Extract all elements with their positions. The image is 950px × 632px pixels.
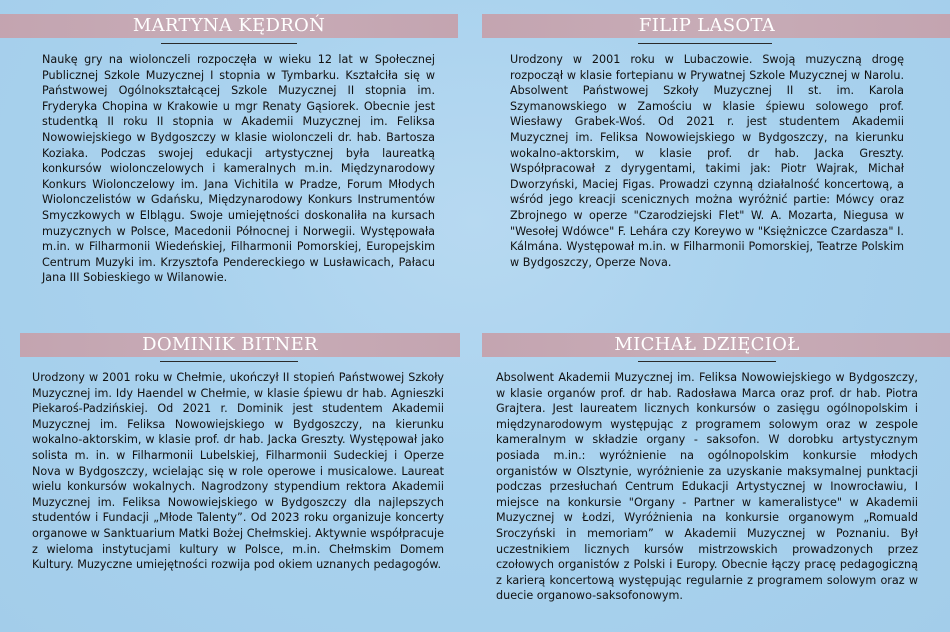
divider-martyna: [161, 43, 297, 44]
name-michal-dzieciol: MICHAŁ DZIĘCIOŁ: [614, 334, 800, 355]
bio-martyna-kedron: Naukę gry na wiolonczeli rozpoczęła w wieku 12 lat w Społecznej Publicznej Szkole Muzycznej I stopnia w Tymbarku. Kształciła się w Państwowej Ogólnokształcącej Szkole Muzycznej II stopnia im. Fryderyka Chopina w Krakowie u mgr Renaty Gąsiorek. Obecnie jest studentką II roku II stopnia w Akademii Muzycznej im. Feliksa Nowowiejskiego w Bydgoszczy w klasie wiolonczeli dr. hab. Bartosza Koziaka. Podczas swojej edukacji artystycznej była laureatką konkursów wiolonczelowych i kameralnych m.in. Międzynarodowy Konkurs Wiolonczelowy im. Jana Vichitila w Pradze, Forum Młodych Wiolonczelistów w Gdańsku, Międzynarodowy Konkurs Instrumentów Smyczkowych w Elblągu. Swoje umiejętności doskonaliła na kursach muzycznych w Polsce, Macedonii Północnej i Norwegii. Występowała m.in. w Filharmonii Wiedeńskiej, Filharmonii Pomorskiej, Europejskim Centrum Muzyki im. Krzysztofa Pendereckiego w Lusławicach, Pałacu Jana III Sobieskiego w Wilanowie.: [42, 53, 435, 285]
bio-michal-dzieciol: Absolwent Akademii Muzycznej im. Feliksa Nowowiejskiego w Bydgoszczy, w klasie organów prof. dr hab. Radosława Marca oraz prof. dr hab. Piotra Grajtera. Jest laureatem licznych konkursów o zasięgu ogólnopolskim i międzynarodowym występując z programem solowym oraz w zespole kameralnym w składzie organy - saksofon. W dorobku artystycznym posiada m.in.: wyróżnienie na ogólnopolskim konkursie młodych organistów w Olsztynie, wyróżnienie za uzyskanie maksymalnej punktacji podczas przesłuchań Centrum Edukacji Artystycznej w Inowrocławiu, I miejsce na konkursie "Organy - Partner w kameralistyce" w Akademii Muzycznej w Łodzi, Wyróżnienia na konkursie organowym „Romuald Sroczyński in memoriam” w Akademii Muzycznej w Poznaniu. Był uczestnikiem licznych kursów mistrzowskich prowadzonych przez czołowych organistów z Polski i Europy. Obecnie łączy pracę pedagogiczną z karierą koncertową występując regularnie z programem solowym oraz w duecie organowo-saksofonowym.: [496, 371, 918, 603]
bio-filip-lasota: Urodzony w 2001 roku w Lubaczowie. Swoją muzyczną drogę rozpoczął w klasie fortepianu w Prywatnej Szkole Muzycznej w Narolu. Absolwent Państwowej Szkoły Muzycznej II st. im. Karola Szymanowskiego w Zamościu w klasie śpiewu solowego prof. Wiesławy Grabek-Woś. Od 2021 r. jest studentem Akademii Muzycznej im. Feliksa Nowowiejskiego w Bydgoszczy, na kierunku wokalno-aktorskim, w klasie prof. dr hab. Jacka Greszty. Współpracował z dyrygentami, takimi jak: Piotr Wajrak, Michał Dworzyński, Maciej Figas. Prowadzi czynną działalność koncertową, a wśród jego kreacji scenicznych można wyróżnić partie: Mówcy oraz Zbrojnego w operze "Czarodziejski Flet" W. A. Mozarta, Niegusa w "Wesołej Wdówce" F. Lehára czy Koreywo w "Księżniczce Czardasza" I. Kálmána. Występował m.in. w Filharmonii Pomorskiej, Teatrze Polskim w Bydgoszczy, Operze Nova.: [510, 53, 904, 269]
name-filip-lasota: FILIP LASOTA: [638, 15, 776, 36]
divider-dominik: [160, 361, 298, 362]
name-martyna-kedron: MARTYNA KĘDROŃ: [132, 15, 326, 36]
name-dominik-bitner: DOMINIK BITNER: [142, 334, 318, 355]
divider-filip: [638, 43, 772, 44]
divider-michal: [638, 361, 776, 362]
bio-dominik-bitner: Urodzony w 2001 roku w Chełmie, ukończył II stopień Państwowej Szkoły Muzycznej im. Idy Haendel w Chełmie, w klasie śpiewu dr hab. Agnieszki Piekaroś-Padzińskiej. Od 2021 r. Dominik jest studentem Akademii Muzycznej im. Feliksa Nowowiejskiego w Bydgoszczy, na kierunku wokalno-aktorskim, w klasie prof. dr hab. Jacka Greszty. Występował jako solista m. in. w Filharmonii Lubelskiej, Filharmonii Sudeckiej i Operze Nova w Bydgoszczy, wcielając się w role operowe i musicalowe. Laureat wielu konkursów wokalnych. Nagrodzony stypendium rektora Akademii Muzycznej im. Feliksa Nowowiejskiego w Bydgoszczy dla najlepszych studentów i Fundacji „Młode Talenty”. Od 2023 roku organizuje koncerty organowe w Sanktuarium Matki Bożej Chełmskiej. Aktywnie współpracuje z wieloma instytucjami kultury w Polsce, m.in. Chełmskim Domem Kultury. Muzyczne umiejętności rozwija pod okiem uznanych pedagogów.: [32, 371, 444, 572]
